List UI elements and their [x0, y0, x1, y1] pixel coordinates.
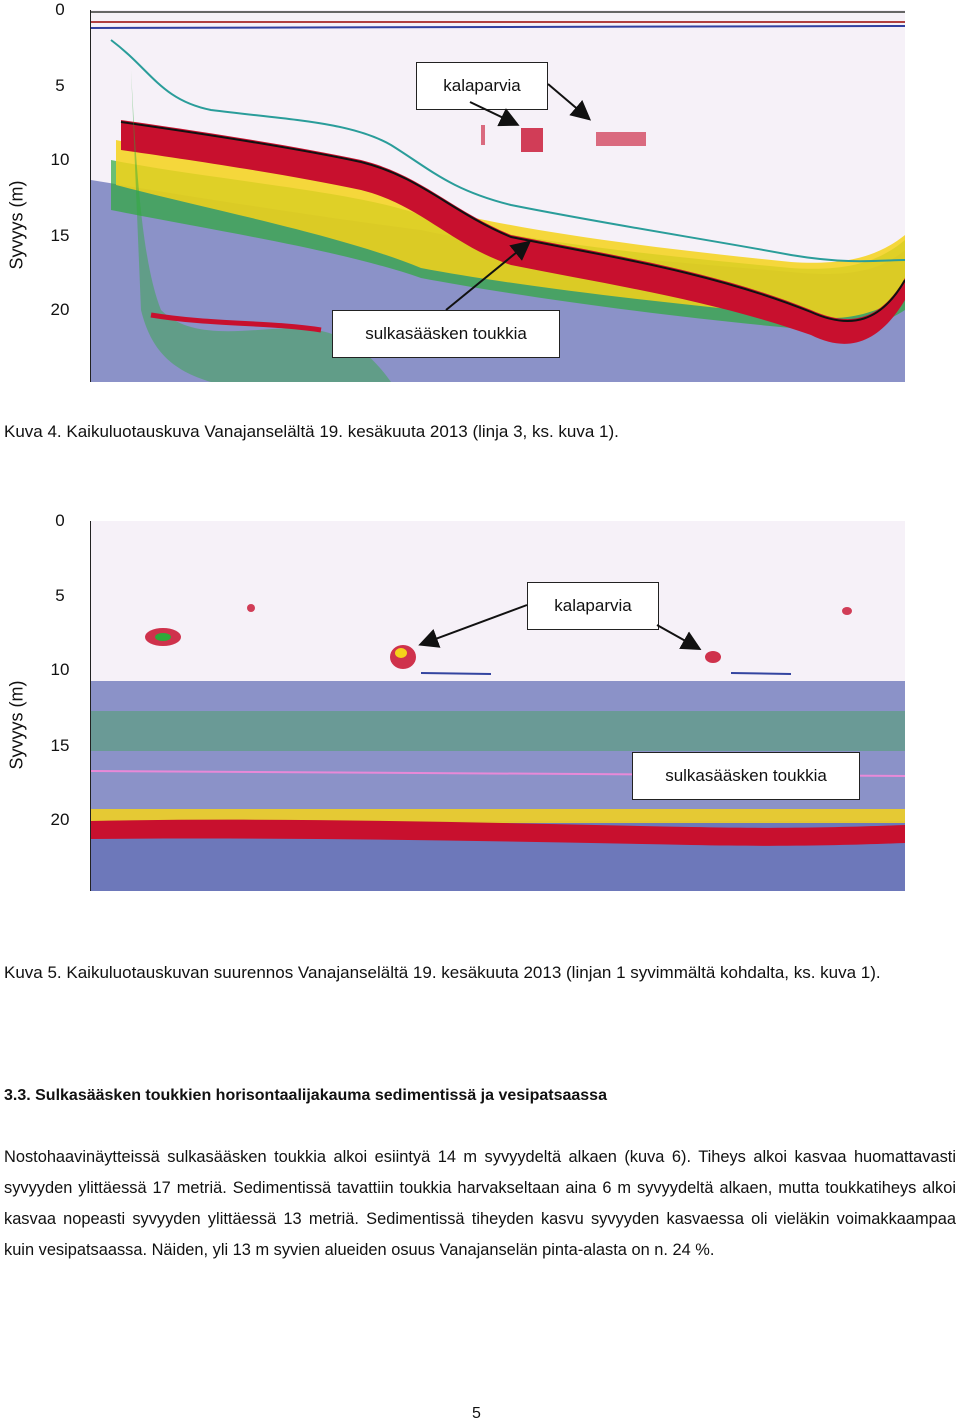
y-tick: 5 [55, 586, 65, 605]
figure-5 [0, 500, 960, 1020]
callout-fish-school: kalaparvia [527, 582, 659, 630]
figure-4 [0, 0, 960, 450]
y-tick: 10 [50, 150, 70, 169]
section-paragraph: Nostohaavinäytteissä sulkasääsken toukkia alkoi esiintyä 14 m syvyydeltä alkaen (kuva 6). Tiheys alkoi kasvaa huomattavasti syvyyden ylittäessä 17 metriä. Sedimentissä tavattiin toukkia harvakseltaan aina 6 m syvyydeltä alkaen, mutta toukkatiheys alkoi kasvaa nopeasti syvyyden ylittäessä 13 metriä. Sedimentissä tiheyden kasvu syvyyden kasvaessa oli vieläkin voimakkaampaa kuin vesipatsaassa. Näiden, yli 13 m syvien alueiden osuus Vanajanselän pinta-alasta on n. 24 %. [4, 1148, 956, 1259]
y-tick: 15 [50, 226, 70, 245]
callout-larvae: sulkasääsken toukkia [332, 310, 560, 358]
y-tick: 5 [55, 76, 65, 95]
page-number: 5 [472, 1405, 481, 1422]
y-tick: 20 [50, 810, 70, 829]
y-tick: 20 [50, 300, 70, 319]
figure-caption: Kuva 4. Kaikuluotauskuva Vanajanselältä 19. kesäkuuta 2013 (linja 3, ks. kuva 1). [4, 422, 619, 441]
callout-larvae: sulkasääsken toukkia [632, 752, 860, 800]
y-tick: 15 [50, 736, 70, 755]
annotation-arrows [0, 500, 960, 1020]
callout-fish-school: kalaparvia [416, 62, 548, 110]
y-tick: 10 [50, 660, 70, 679]
y-axis-label: Syvyys (m) [6, 680, 27, 770]
annotation-arrows [0, 0, 960, 450]
y-tick: 0 [55, 511, 65, 530]
y-axis-label: Syvyys (m) [6, 180, 27, 270]
y-tick: 0 [55, 0, 65, 19]
section-heading: 3.3. Sulkasääsken toukkien horisontaalijakauma sedimentissä ja vesipatsaassa [4, 1087, 607, 1104]
figure-caption: Kuva 5. Kaikuluotauskuvan suurennos Vanajanselältä 19. kesäkuuta 2013 (linjan 1 syvimmältä kohdalta, ks. kuva 1). [4, 963, 881, 982]
